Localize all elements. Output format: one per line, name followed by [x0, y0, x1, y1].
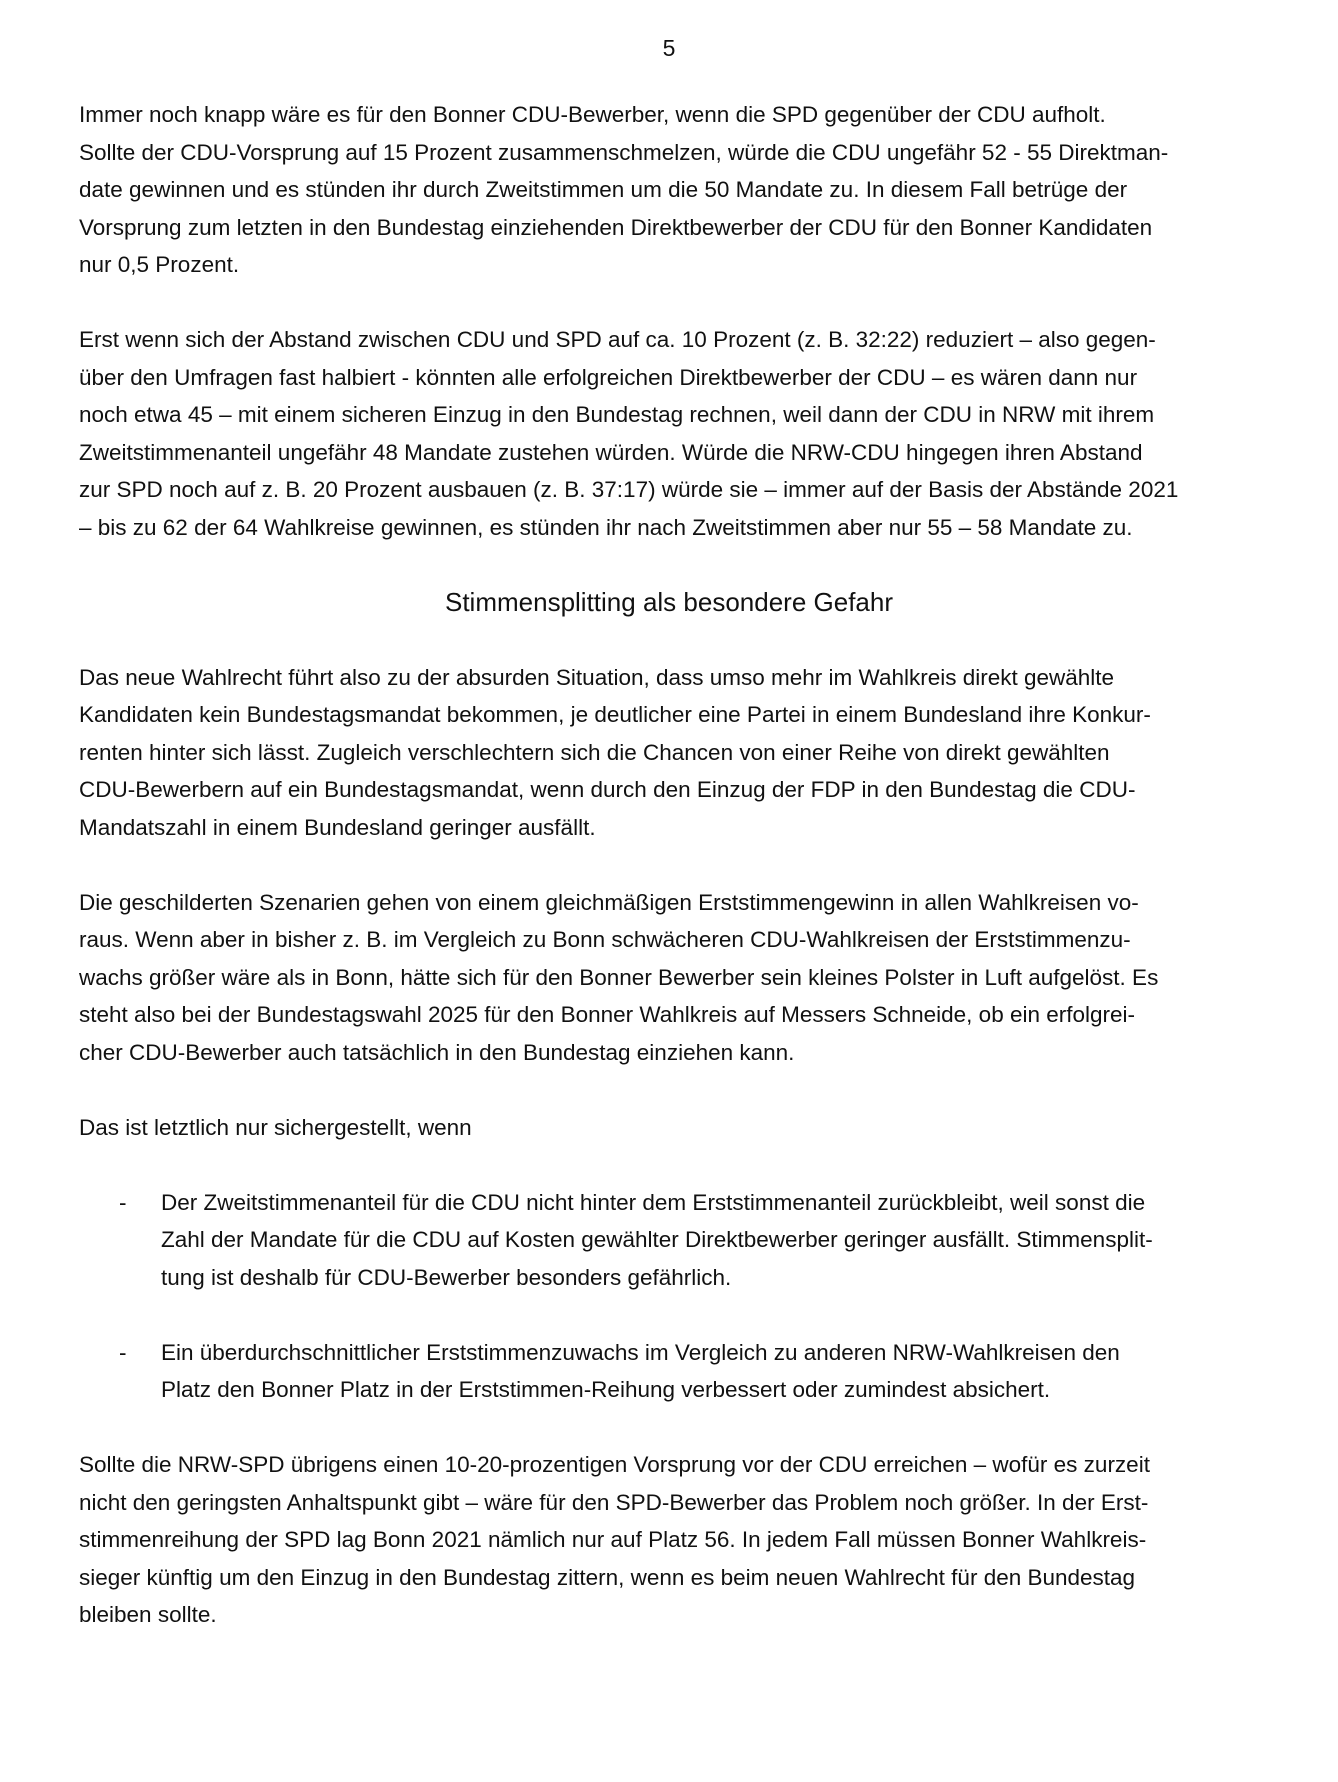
bullet-item	[79, 1334, 1259, 1409]
page-number: 5	[662, 35, 676, 61]
paragraph-line: sieger künftig um den Einzug in den Bundestag zittern, wenn es beim neuen Wahlrecht für den Bundestag	[79, 1564, 1136, 1590]
bullet-line: Ein überdurchschnittlicher Erststimmenzuwachs im Vergleich zu anderen NRW-Wahlkreisen den	[161, 1339, 1120, 1365]
paragraph-line: Immer noch knapp wäre es für den Bonner CDU-Bewerber, wenn die SPD gegenüber der CDU aufholt.	[79, 102, 1106, 127]
paragraph-line: nur 0,5 Prozent.	[79, 252, 240, 277]
paragraph-line: Kandidaten kein Bundestagsmandat bekommen, je deutlicher eine Partei in einem Bundesland ihre Konkur-	[79, 702, 1151, 727]
paragraph-line: nicht den geringsten Anhaltspunkt gibt – wäre für den SPD-Bewerber das Problem noch größer. In der Erst-	[79, 1489, 1149, 1515]
paragraph-1	[79, 96, 1259, 284]
paragraph-line: Mandatszahl in einem Bundesland geringer ausfällt.	[79, 814, 596, 840]
paragraph-line: CDU-Bewerbern auf ein Bundestagsmandat, wenn durch den Einzug der FDP in den Bundestag die CDU-	[79, 777, 1136, 802]
paragraph-line: noch etwa 45 – mit einem sicheren Einzug in den Bundestag rechnen, weil dann der CDU in NRW mit ihrem	[79, 402, 1155, 427]
paragraph-line: stimmenreihung der SPD lag Bonn 2021 nämlich nur auf Platz 56. In jedem Fall müssen Bonner Wahlkreis-	[79, 1527, 1147, 1552]
paragraph-line: Erst wenn sich der Abstand zwischen CDU und SPD auf ca. 10 Prozent (z. B. 32:22) reduziert – also gegen-	[79, 327, 1156, 352]
bullet-item	[79, 1184, 1259, 1297]
paragraph-line: Sollte die NRW-SPD übrigens einen 10-20-prozentigen Vorsprung vor der CDU erreichen – wofür es zurzeit	[79, 1452, 1150, 1477]
paragraph-6	[79, 1446, 1259, 1634]
paragraph-line: cher CDU-Bewerber auch tatsächlich in den Bundestag einziehen kann.	[79, 1039, 795, 1065]
bullet-line: Zahl der Mandate für die CDU auf Kosten gewählter Direktbewerber geringer ausfällt. Stimmensplit-	[161, 1227, 1153, 1252]
bullet-line: Platz den Bonner Platz in der Erststimmen-Reihung verbessert oder zumindest absichert.	[161, 1377, 1051, 1402]
paragraph-line: raus. Wenn aber in bisher z. B. im Vergleich zu Bonn schwächeren CDU-Wahlkreisen der Erststimmenzu-	[79, 927, 1131, 952]
paragraph-line: Sollte der CDU-Vorsprung auf 15 Prozent zusammenschmelzen, würde die CDU ungefähr 52 - 55 Direktman-	[79, 139, 1169, 165]
paragraph-3	[79, 659, 1259, 847]
paragraph-line: steht also bei der Bundestagswahl 2025 für den Bonner Wahlkreis auf Messers Schneide, ob ein erfolgrei-	[79, 1002, 1136, 1027]
bullet-line: Der Zweitstimmenanteil für die CDU nicht hinter dem Erststimmenanteil zurückbleibt, weil sonst die	[161, 1189, 1146, 1215]
paragraph-4	[79, 884, 1259, 1072]
paragraph-line: Die geschilderten Szenarien gehen von einem gleichmäßigen Erststimmengewinn in allen Wahlkreisen vo-	[79, 889, 1139, 915]
paragraph-line: über den Umfragen fast halbiert - könnten alle erfolgreichen Direktbewerber der CDU – es wären dann nur	[79, 364, 1138, 390]
paragraph-line: wachs größer wäre als in Bonn, hätte sich für den Bonner Bewerber sein kleines Polster in Luft aufgelöst. Es	[79, 964, 1159, 990]
bullet-list	[79, 1184, 1259, 1409]
document-body	[79, 96, 1259, 1671]
bullet-dash: -	[119, 1339, 127, 1365]
paragraph-line: bleiben sollte.	[79, 1602, 217, 1627]
paragraph-line: date gewinnen und es stünden ihr durch Zweitstimmen um die 50 Mandate zu. In diesem Fall betrüge der	[79, 177, 1128, 202]
paragraph-line: zur SPD noch auf z. B. 20 Prozent ausbauen (z. B. 37:17) würde sie – immer auf der Basis der Abstände 2021	[79, 477, 1179, 502]
bullet-dash: -	[119, 1189, 127, 1215]
bullet-line: tung ist deshalb für CDU-Bewerber besonders gefährlich.	[161, 1264, 732, 1290]
paragraph-5	[79, 1109, 1259, 1147]
paragraph-2	[79, 321, 1259, 546]
paragraph-line: Das neue Wahlrecht führt also zu der absurden Situation, dass umso mehr im Wahlkreis direkt gewählte	[79, 664, 1115, 690]
section-heading: Stimmensplitting als besondere Gefahr	[444, 586, 893, 617]
paragraph-line: Das ist letztlich nur sichergestellt, wenn	[79, 1114, 472, 1140]
paragraph-line: renten hinter sich lässt. Zugleich verschlechtern sich die Chancen von einer Reihe von direkt gewählten	[79, 739, 1110, 765]
paragraph-line: Zweitstimmenanteil ungefähr 48 Mandate zustehen würden. Würde die NRW-CDU hingegen ihren Abstand	[79, 439, 1143, 465]
paragraph-line: Vorsprung zum letzten in den Bundestag einziehenden Direktbewerber der CDU für den Bonner Kandidaten	[79, 214, 1153, 240]
paragraph-line: – bis zu 62 der 64 Wahlkreise gewinnen, es stünden ihr nach Zweitstimmen aber nur 55 – 58 Mandate zu.	[79, 514, 1133, 540]
